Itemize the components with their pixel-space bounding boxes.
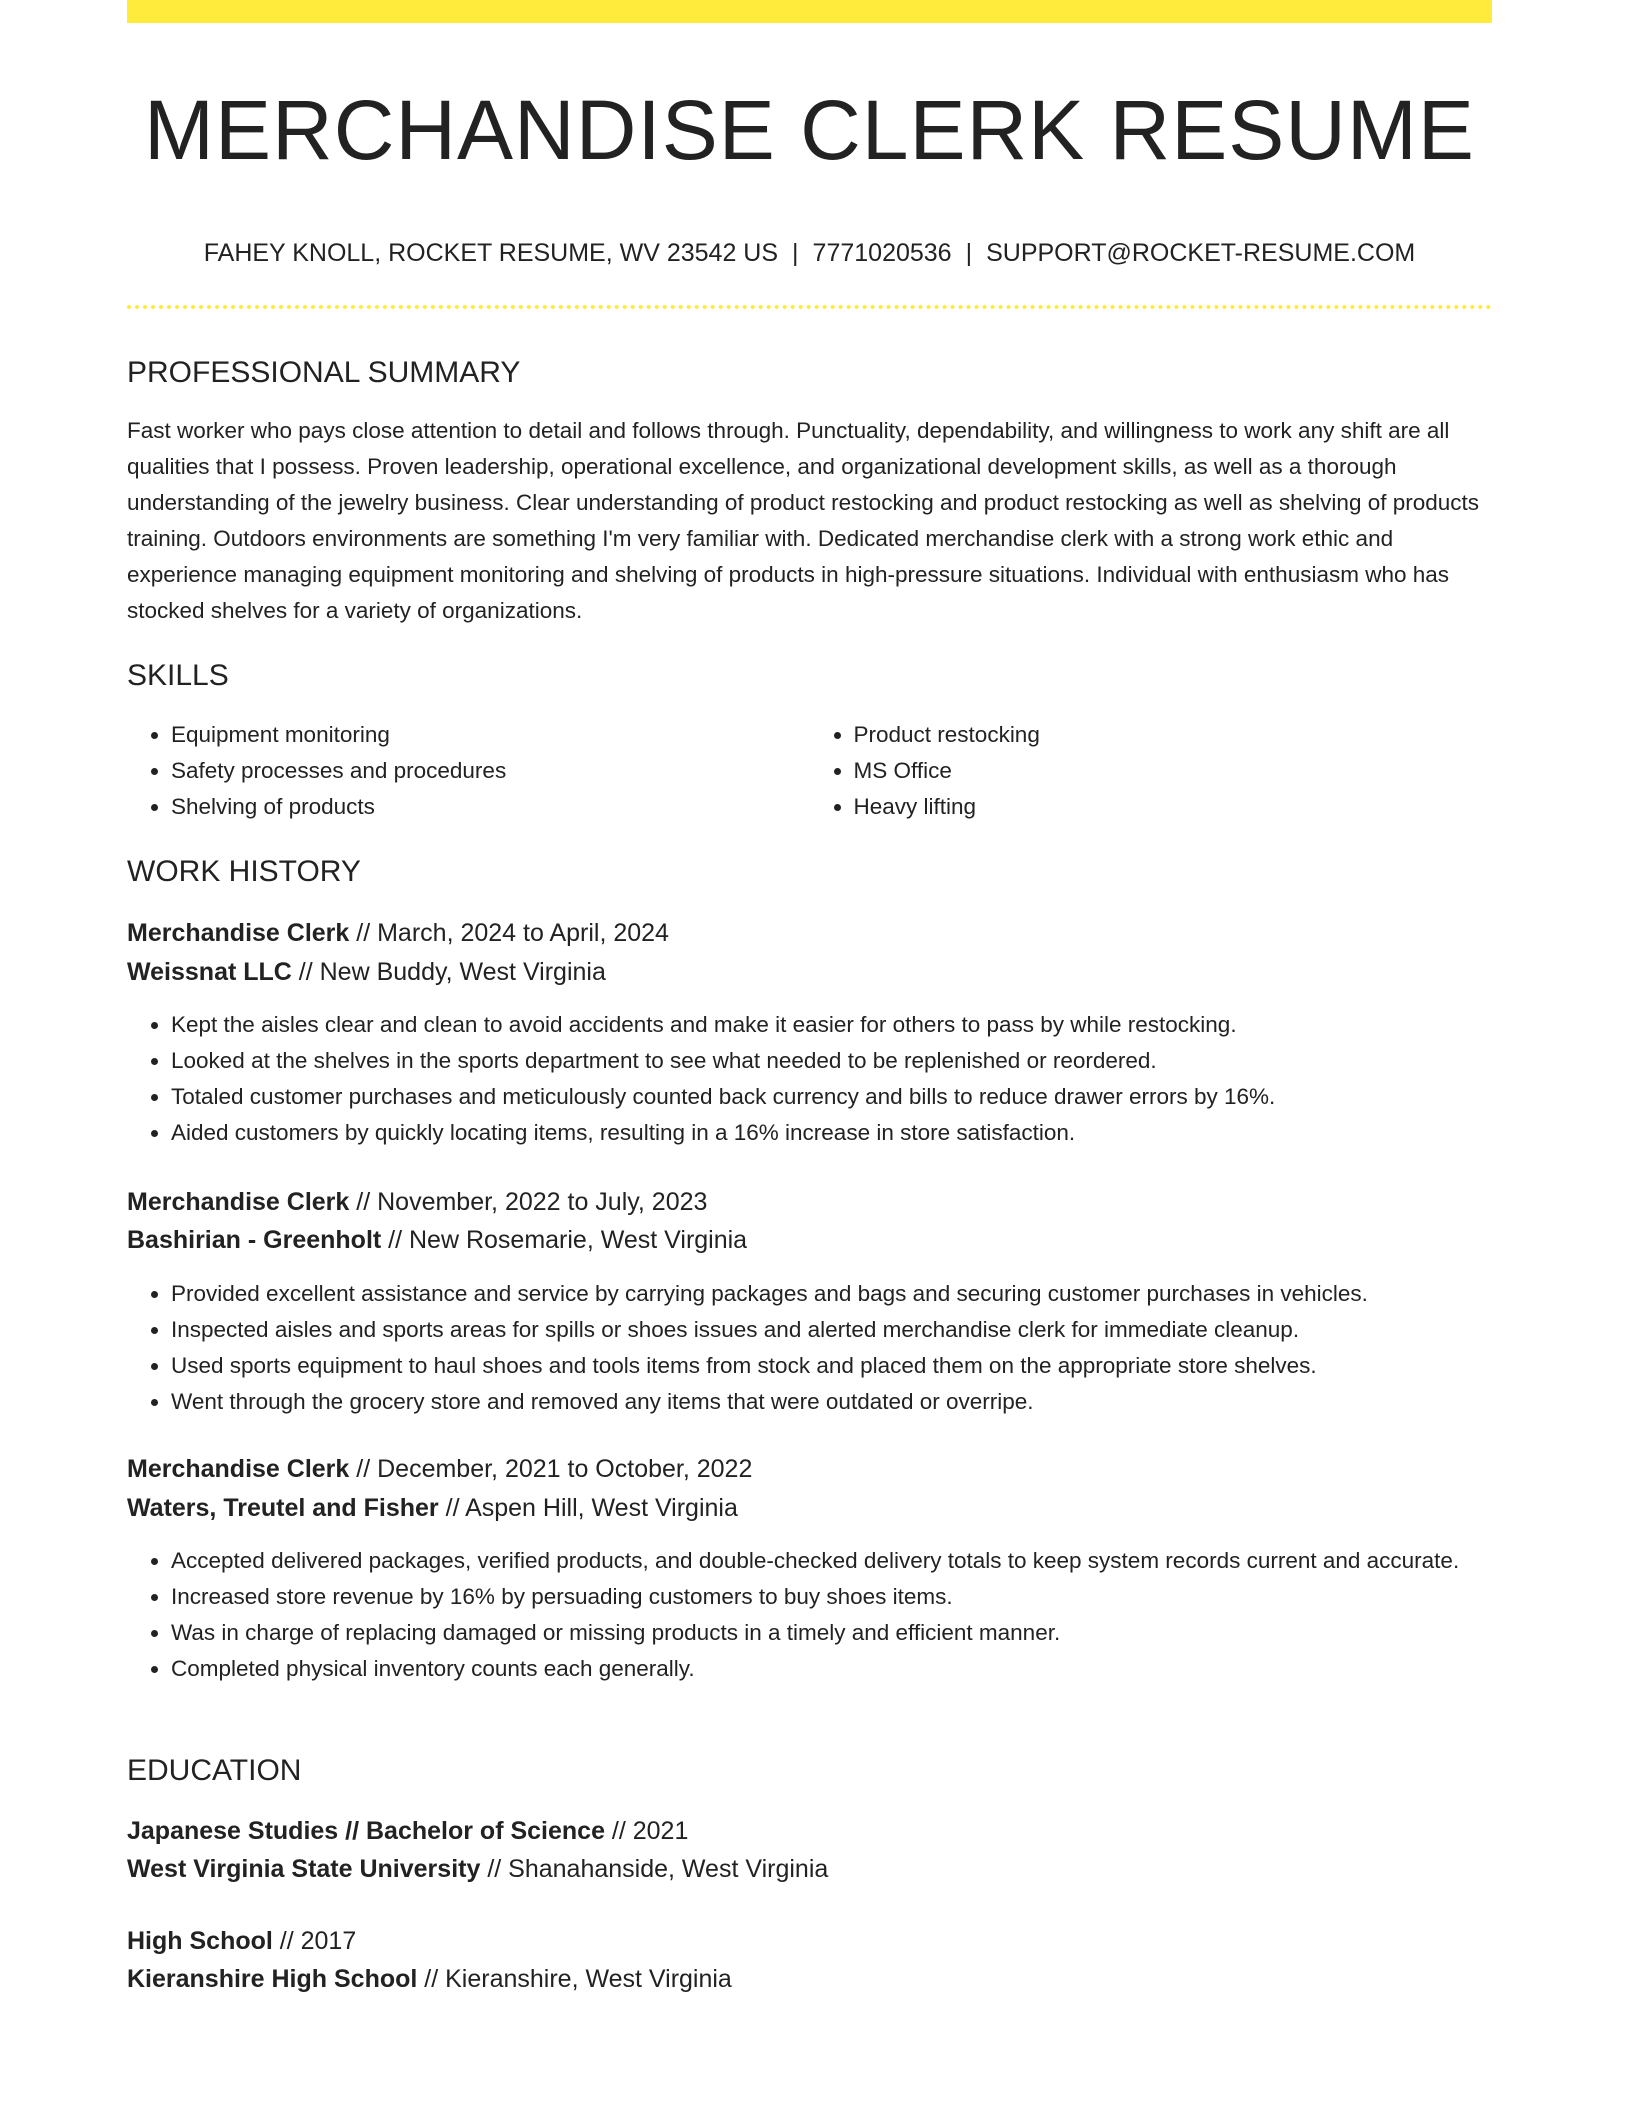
summary-text: Fast worker who pays close attention to detail and follows through. Punctuality, dependability, and willingness to work any shift are all qualities that I possess. Proven leadership, operational excellence, and organizational development skills, as well as a thorough understanding of the jewelry business. Clear understanding of product restocking and product restocking as well as shelving of products training. Outdoors environments are something I'm very familiar with. Dedicated merchandise clerk with a strong work ethic and experience managing equipment monitoring and shelving of products in high-pressure situations. Individual with enthusiasm who has stocked shelves for a variety of organizations. — [127, 418, 1480, 623]
skill-item: • Equipment monitoring — [171, 717, 810, 753]
education-school-line — [127, 1960, 732, 1998]
job-dates: // November, 2022 to July, 2023 — [349, 1188, 708, 1216]
job-bullet: • Inspected aisles and sports areas for spills or shoes issues and alerted merchandise clerk for immediate cleanup. — [171, 1312, 1492, 1348]
job-title: Merchandise Clerk — [127, 919, 350, 947]
job-bullet: • Was in charge of replacing damaged or missing products in a timely and efficient manner. — [171, 1615, 1492, 1651]
job-bullet: • Accepted delivered packages, verified products, and double-checked delivery totals to keep system records current and accurate. — [171, 1543, 1492, 1579]
job-dates: // December, 2021 to October, 2022 — [349, 1455, 753, 1483]
job-bullets — [127, 1007, 1492, 1151]
skill-item: • Product restocking — [854, 717, 1493, 753]
education-location: // Shanahanside, West Virginia — [480, 1855, 829, 1883]
skills-column-left — [127, 717, 810, 825]
job-company: Bashirian - Greenholt — [127, 1226, 382, 1254]
skill-item: • MS Office — [854, 753, 1493, 789]
education-school: West Virginia State University — [127, 1855, 481, 1883]
job-title: Merchandise Clerk — [127, 1455, 350, 1483]
job-bullets — [127, 1543, 1492, 1687]
contact-address: FAHEY KNOLL, ROCKET RESUME, WV 23542 US — [203, 239, 779, 267]
job-location: // New Buddy, West Virginia — [291, 958, 606, 986]
job-company-line — [127, 1489, 738, 1527]
skill-item: • Safety processes and procedures — [171, 753, 810, 789]
job-dates: // March, 2024 to April, 2024 — [349, 919, 669, 947]
job-company-line — [127, 953, 606, 991]
skills-list — [127, 717, 1492, 825]
contact-line — [127, 235, 1492, 271]
accent-bar — [127, 0, 1492, 23]
contact-separator: | — [792, 239, 799, 267]
job-bullet: • Totaled customer purchases and meticulously counted back currency and bills to reduce drawer errors by 16%. — [171, 1079, 1492, 1115]
skills-column-right — [810, 717, 1493, 825]
job-bullet: • Kept the aisles clear and clean to avoid accidents and make it easier for others to pass by while restocking. — [171, 1007, 1492, 1043]
education-degree-line — [127, 1812, 688, 1850]
job-bullet: • Increased store revenue by 16% by persuading customers to buy shoes items. — [171, 1579, 1492, 1615]
contact-separator: | — [965, 239, 973, 267]
education-year: // 2021 — [604, 1817, 689, 1845]
education-year: // 2017 — [272, 1927, 357, 1955]
education-school: Kieranshire High School — [127, 1965, 418, 1993]
education-degree: High School — [127, 1927, 273, 1955]
resume-title: MERCHANDISE CLERK RESUME — [144, 83, 1475, 177]
job-location: // New Rosemarie, West Virginia — [381, 1226, 748, 1254]
contact-phone: 7771020536 — [812, 239, 952, 267]
job-bullet: • Provided excellent assistance and service by carrying packages and bags and securing customer purchases in vehicles. — [171, 1276, 1492, 1312]
job-bullets — [127, 1276, 1492, 1420]
education-degree: Japanese Studies // Bachelor of Science — [127, 1817, 605, 1845]
job-title-line — [127, 1450, 752, 1488]
dotted-divider — [127, 305, 1492, 309]
skills-heading: SKILLS — [127, 659, 229, 692]
skill-item: • Shelving of products — [171, 789, 810, 825]
job-bullet: • Completed physical inventory counts each generally. — [171, 1651, 1492, 1687]
job-company: Waters, Treutel and Fisher — [127, 1494, 439, 1522]
job-location: // Aspen Hill, West Virginia — [438, 1494, 738, 1522]
contact-email: SUPPORT@ROCKET-RESUME.COM — [986, 239, 1416, 267]
education-location: // Kieranshire, West Virginia — [417, 1965, 732, 1993]
job-bullet: • Went through the grocery store and removed any items that were outdated or overripe. — [171, 1384, 1492, 1420]
job-title: Merchandise Clerk — [127, 1188, 350, 1216]
job-bullet: • Looked at the shelves in the sports department to see what needed to be replenished or reordered. — [171, 1043, 1492, 1079]
job-company: Weissnat LLC — [127, 958, 292, 986]
job-bullet: • Aided customers by quickly locating items, resulting in a 16% increase in store satisfaction. — [171, 1115, 1492, 1151]
education-degree-line — [127, 1922, 356, 1960]
job-title-line — [127, 914, 669, 952]
job-bullet: • Used sports equipment to haul shoes and tools items from stock and placed them on the appropriate store shelves. — [171, 1348, 1492, 1384]
education-school-line — [127, 1850, 828, 1888]
work-history-heading: WORK HISTORY — [127, 855, 361, 888]
education-heading: EDUCATION — [127, 1754, 302, 1787]
job-company-line — [127, 1221, 747, 1259]
job-title-line — [127, 1183, 707, 1221]
summary-heading: PROFESSIONAL SUMMARY — [127, 356, 521, 389]
skill-item: • Heavy lifting — [854, 789, 1493, 825]
